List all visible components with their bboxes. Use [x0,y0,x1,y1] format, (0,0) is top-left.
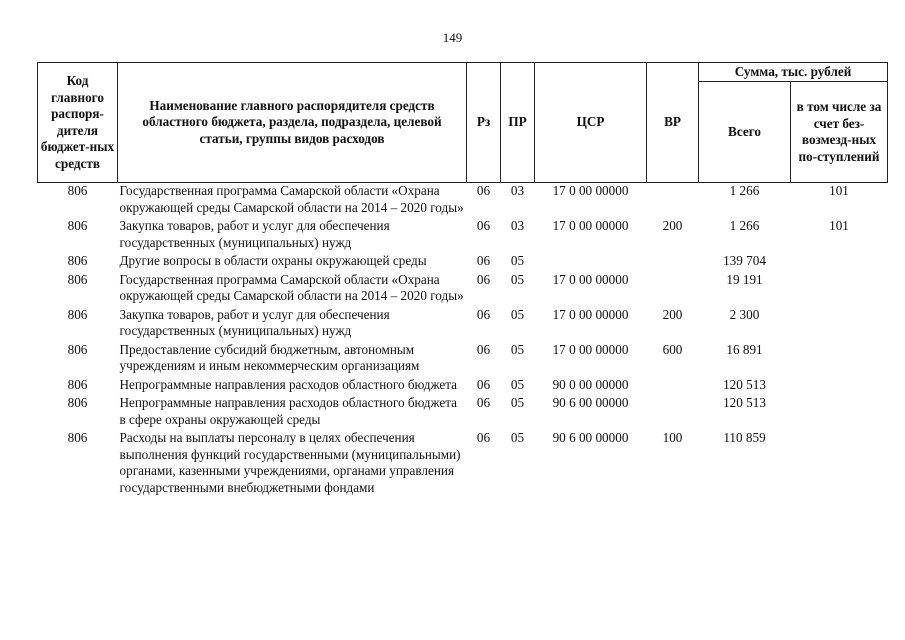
cell-total: 19 191 [726,271,763,287]
cell-vr [647,395,699,430]
cell-vr: 100 [662,430,683,445]
cell-vr: 200 [662,218,683,233]
cell-name: Государственная программа Самарской области «Охрана окружающей среды Самарской области на 2014 – 2020 годы» [119,271,464,303]
header-csr: ЦСР [535,63,647,183]
cell-free [791,395,888,430]
header-code: Код главного распоря-дителя бюджет-ных средств [38,63,118,183]
header-rz: Рз [467,63,501,183]
cell-name: Непрограммные направления расходов областного бюджета в сфере охраны окружающей среды [119,395,458,427]
cell-free [791,307,888,342]
cell-csr: 17 0 00 00000 [552,306,629,322]
page-number: 149 [442,30,463,45]
cell-pr: 05 [510,341,525,357]
cell-csr [535,253,647,272]
cell-name: Другие вопросы в области охраны окружающей среды [119,253,427,268]
cell-vr: 200 [662,306,683,322]
header-name: Наименование главного распорядителя средств областного бюджета, раздела, подраздела, целевой статьи, группы видов расходов [118,63,467,183]
cell-csr: 90 0 00 00000 [552,376,629,392]
cell-free [791,272,888,307]
cell-free [791,342,888,377]
cell-rz: 06 [476,271,491,287]
cell-csr: 90 6 00 00000 [552,430,629,445]
cell-free: 101 [829,218,849,233]
cell-vr: 600 [662,341,683,357]
cell-code: 806 [67,253,88,268]
cell-total: 120 513 [723,376,766,392]
table-row [38,377,888,396]
cell-pr: 05 [510,271,525,287]
cell-pr: 05 [510,395,525,410]
cell-name: Государственная программа Самарской области «Охрана окружающей среды Самарской области на 2014 – 2020 годы» [119,183,464,215]
header-sum: Сумма, тыс. рублей [699,63,888,82]
table-row [38,253,888,272]
cell-total: 16 891 [726,341,763,357]
table-body [38,183,888,499]
cell-code: 806 [67,183,88,198]
cell-total: 139 704 [723,253,766,268]
cell-total: 2 300 [729,306,760,322]
cell-code: 806 [67,341,88,357]
cell-code: 806 [67,376,88,392]
cell-rz: 06 [476,376,491,392]
cell-pr: 03 [510,218,525,233]
cell-rz: 06 [476,306,491,322]
cell-code: 806 [67,395,88,410]
header-vr: ВР [647,63,699,183]
table-row [38,307,888,342]
header-free: в том числе за счет без-возмезд-ных по-ступлений [791,82,888,183]
cell-free: 101 [829,183,849,198]
cell-pr: 05 [510,376,525,392]
table-header [38,63,888,183]
cell-pr: 05 [510,430,525,445]
cell-pr: 03 [510,183,525,198]
cell-rz: 06 [476,218,491,233]
cell-code: 806 [67,306,88,322]
cell-pr: 05 [510,253,525,268]
table-row [38,272,888,307]
header-total: Всего [699,82,791,183]
cell-rz: 06 [476,341,491,357]
table-row [38,342,888,377]
cell-name: Закупка товаров, работ и услуг для обеспечения государственных (муниципальных) нужд [119,306,390,338]
cell-name: Предоставление субсидий бюджетным, автономным учреждениям и иным некоммерческим организациям [119,341,420,373]
cell-free [791,430,888,498]
cell-vr [647,183,699,219]
cell-free [791,377,888,396]
cell-total: 110 859 [723,430,766,445]
cell-name: Расходы на выплаты персоналу в целях обеспечения выполнения функций государственными (муниципальными) органами, казенными учреждениями, органами управления государственными внебюджетными фондами [119,430,461,495]
cell-free [791,253,888,272]
table-row [38,183,888,219]
cell-csr: 17 0 00 00000 [552,183,629,198]
cell-rz: 06 [476,253,491,268]
cell-total: 1 266 [729,183,760,198]
cell-csr: 17 0 00 00000 [552,218,629,233]
cell-code: 806 [67,271,88,287]
cell-rz: 06 [476,183,491,198]
cell-total: 120 513 [723,395,766,410]
cell-name: Непрограммные направления расходов областного бюджета [119,376,458,392]
cell-csr: 17 0 00 00000 [552,341,629,357]
header-pr: ПР [501,63,535,183]
cell-vr [647,253,699,272]
cell-total: 1 266 [729,218,760,233]
cell-pr: 05 [510,306,525,322]
table-row [38,395,888,430]
cell-csr: 17 0 00 00000 [552,271,629,287]
cell-vr [647,272,699,307]
cell-rz: 06 [476,395,491,410]
cell-rz: 06 [476,430,491,445]
table-row [38,218,888,253]
cell-name: Закупка товаров, работ и услуг для обеспечения государственных (муниципальных) нужд [119,218,390,250]
budget-table [37,62,888,498]
cell-csr: 90 6 00 00000 [552,395,629,410]
cell-code: 806 [67,430,88,445]
cell-vr [647,377,699,396]
cell-code: 806 [67,218,88,233]
table-row [38,430,888,498]
